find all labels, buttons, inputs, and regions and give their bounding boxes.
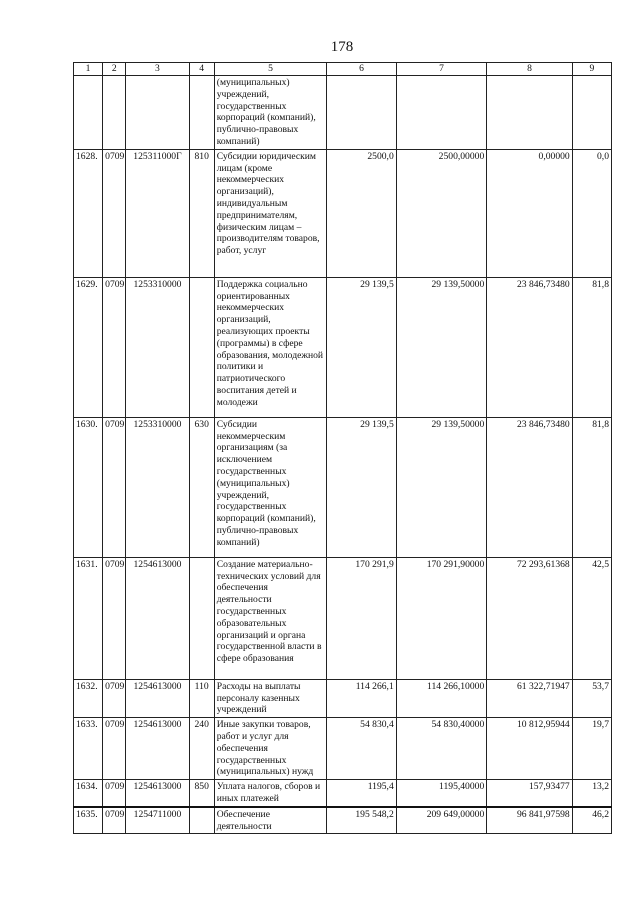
amount-cell: 170 291,90000	[396, 557, 487, 679]
target-article-cell: 1253310000	[126, 417, 189, 557]
expense-type-cell: 810	[189, 149, 214, 277]
percent-cell: 13,2	[572, 780, 611, 807]
row-number-cell: 1631.	[74, 557, 103, 679]
page-number: 178	[330, 39, 354, 55]
row-number-cell: 1629.	[74, 277, 103, 417]
amount-cell: 1195,4	[327, 780, 396, 807]
row-number-cell	[74, 76, 103, 150]
amount-cell: 61 322,71947	[487, 679, 572, 717]
section-code-cell: 0709	[103, 679, 126, 717]
column-header: 9	[572, 63, 611, 76]
amount-cell: 54 830,4	[327, 718, 396, 780]
description-cell: Поддержка социально ориентированных некоммерческих организаций, реализующих проекты (программы) в сфере образования, молодежной политики и патриотического воспитания детей и молодежи	[214, 277, 327, 417]
column-header: 7	[396, 63, 487, 76]
description-cell: (муниципальных) учреждений, государственных корпораций (компаний), публично-правовых компаний)	[214, 76, 327, 150]
section-code-cell: 0709	[103, 417, 126, 557]
budget-table	[73, 62, 612, 834]
amount-cell: 195 548,2	[327, 807, 396, 834]
percent-cell: 0,0	[572, 149, 611, 277]
description-cell: Субсидии юридическим лицам (кроме некоммерческих организаций), индивидуальным предпринимателям, физическим лицам – производителям товаров, работ, услуг	[214, 149, 327, 277]
amount-cell: 54 830,40000	[396, 718, 487, 780]
description-cell: Обеспечение деятельности	[214, 807, 327, 834]
section-code-cell: 0709	[103, 277, 126, 417]
percent-cell: 81,8	[572, 277, 611, 417]
section-code-cell	[103, 76, 126, 150]
amount-cell: 170 291,9	[327, 557, 396, 679]
target-article-cell: 1254613000	[126, 718, 189, 780]
column-header: 8	[487, 63, 572, 76]
amount-cell	[327, 76, 396, 150]
amount-cell: 1195,40000	[396, 780, 487, 807]
expense-type-cell	[189, 76, 214, 150]
column-header-row	[74, 63, 612, 76]
column-header: 1	[74, 63, 103, 76]
target-article-cell: 1254613000	[126, 679, 189, 717]
table-row	[74, 807, 612, 834]
amount-cell	[487, 76, 572, 150]
amount-cell: 157,93477	[487, 780, 572, 807]
amount-cell: 29 139,5	[327, 277, 396, 417]
table-row	[74, 417, 612, 557]
expense-type-cell	[189, 277, 214, 417]
table-row	[74, 679, 612, 717]
percent-cell: 19,7	[572, 718, 611, 780]
amount-cell: 114 266,1	[327, 679, 396, 717]
amount-cell: 23 846,73480	[487, 277, 572, 417]
row-number-cell: 1630.	[74, 417, 103, 557]
description-cell: Субсидии некоммерческим организациям (за исключением государственных (муниципальных) учреждений, государственных корпораций (компаний), публично-правовых компаний)	[214, 417, 327, 557]
target-article-cell: 1253310000	[126, 277, 189, 417]
amount-cell: 29 139,50000	[396, 417, 487, 557]
target-article-cell: 125311000Г	[126, 149, 189, 277]
amount-cell: 72 293,61368	[487, 557, 572, 679]
target-article-cell: 1254613000	[126, 557, 189, 679]
column-header: 6	[327, 63, 396, 76]
target-article-cell	[126, 76, 189, 150]
amount-cell: 29 139,5	[327, 417, 396, 557]
description-cell: Расходы на выплаты персоналу казенных учреждений	[214, 679, 327, 717]
table-row	[74, 149, 612, 277]
table-row	[74, 557, 612, 679]
description-cell: Иные закупки товаров, работ и услуг для обеспечения государственных (муниципальных) нужд	[214, 718, 327, 780]
expense-type-cell: 850	[189, 780, 214, 807]
table-row	[74, 277, 612, 417]
section-code-cell: 0709	[103, 718, 126, 780]
amount-cell: 23 846,73480	[487, 417, 572, 557]
amount-cell	[396, 76, 487, 150]
expense-type-cell	[189, 557, 214, 679]
amount-cell: 0,00000	[487, 149, 572, 277]
column-header: 2	[103, 63, 126, 76]
target-article-cell: 1254711000	[126, 807, 189, 834]
section-code-cell: 0709	[103, 807, 126, 834]
description-cell: Уплата налогов, сборов и иных платежей	[214, 780, 327, 807]
row-number-cell: 1628.	[74, 149, 103, 277]
target-article-cell: 1254613000	[126, 780, 189, 807]
table-row	[74, 76, 612, 150]
row-number-cell: 1635.	[74, 807, 103, 834]
column-header: 3	[126, 63, 189, 76]
table-row	[74, 718, 612, 780]
row-number-cell: 1634.	[74, 780, 103, 807]
amount-cell: 10 812,95944	[487, 718, 572, 780]
percent-cell: 42,5	[572, 557, 611, 679]
row-number-cell: 1633.	[74, 718, 103, 780]
amount-cell: 209 649,00000	[396, 807, 487, 834]
amount-cell: 96 841,97598	[487, 807, 572, 834]
description-cell: Создание материально-технических условий для обеспечения деятельности государственных образовательных организаций и органа государственной власти в сфере образования	[214, 557, 327, 679]
expense-type-cell	[189, 807, 214, 834]
percent-cell: 81,8	[572, 417, 611, 557]
section-code-cell: 0709	[103, 557, 126, 679]
section-code-cell: 0709	[103, 149, 126, 277]
amount-cell: 2500,0	[327, 149, 396, 277]
amount-cell: 114 266,10000	[396, 679, 487, 717]
row-number-cell: 1632.	[74, 679, 103, 717]
percent-cell: 53,7	[572, 679, 611, 717]
percent-cell	[572, 76, 611, 150]
expense-type-cell: 110	[189, 679, 214, 717]
percent-cell: 46,2	[572, 807, 611, 834]
amount-cell: 29 139,50000	[396, 277, 487, 417]
expense-type-cell: 630	[189, 417, 214, 557]
column-header: 4	[189, 63, 214, 76]
expense-type-cell: 240	[189, 718, 214, 780]
amount-cell: 2500,00000	[396, 149, 487, 277]
section-code-cell: 0709	[103, 780, 126, 807]
table-row	[74, 780, 612, 807]
column-header: 5	[214, 63, 327, 76]
